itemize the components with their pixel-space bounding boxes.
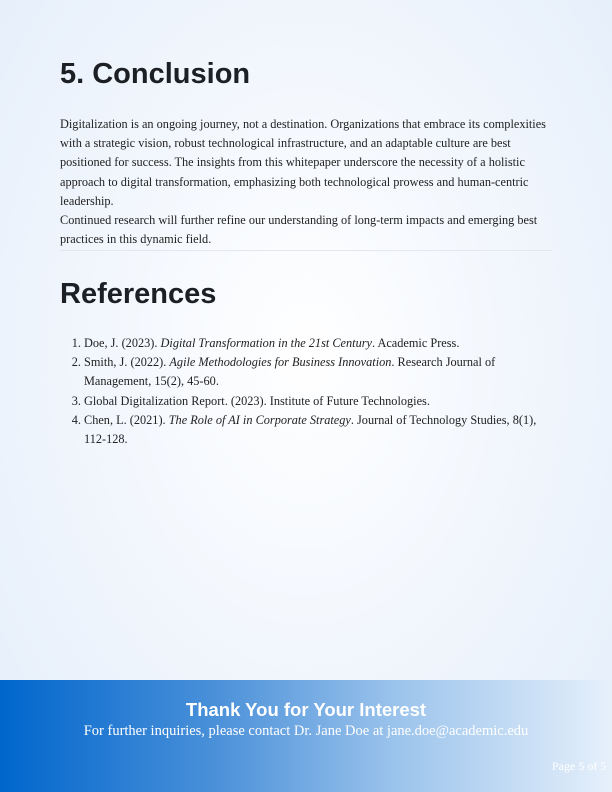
reference-text: Chen, L. (2021). — [84, 412, 169, 427]
reference-item — [84, 392, 552, 411]
section-divider — [60, 250, 552, 251]
conclusion-heading: 5. Conclusion — [60, 58, 251, 90]
reference-item — [84, 353, 552, 391]
references-list — [60, 334, 552, 449]
reference-title: Agile Methodologies for Business Innovation — [169, 355, 392, 370]
reference-item — [84, 334, 552, 353]
reference-title: Digital Transformation in the 21st Century — [160, 336, 372, 350]
page-number: Page 5 of 5 — [552, 759, 607, 773]
conclusion-paragraph: Continued research will further refine our understanding of long-term impacts and emerging best practices in this dynamic field. — [60, 213, 538, 247]
reference-text: Global Digitalization Report. (2023). Institute of Future Technologies. — [84, 393, 430, 408]
reference-text: . Academic Press. — [371, 336, 460, 350]
conclusion-body — [60, 115, 552, 249]
footer — [0, 680, 612, 792]
reference-text: . Research Journal of Management, 15(2), 45-60. — [84, 355, 496, 389]
references-heading: References — [60, 278, 217, 310]
reference-item — [84, 411, 552, 449]
footer-title: Thank You for Your Interest — [185, 699, 427, 720]
reference-text: Doe, J. (2023). — [84, 336, 161, 350]
reference-text: Smith, J. (2022). — [84, 355, 170, 370]
reference-text: . Journal of Technology Studies, 8(1), 112-128. — [84, 412, 537, 447]
footer-contact: For further inquiries, please contact Dr. Jane Doe at jane.doe@academic.edu — [83, 723, 529, 739]
conclusion-paragraph: Digitalization is an ongoing journey, not a destination. Organizations that embrace its complexities with a strategic vision, robust technological infrastructure, and an adaptable culture are best positioned for success. The insights from this whitepaper underscore the necessity of a holistic approach to digital transformation, emphasizing both technological prowess and human-centric leadership. — [60, 117, 546, 208]
reference-title: The Role of AI in Corporate Strategy — [168, 412, 351, 427]
